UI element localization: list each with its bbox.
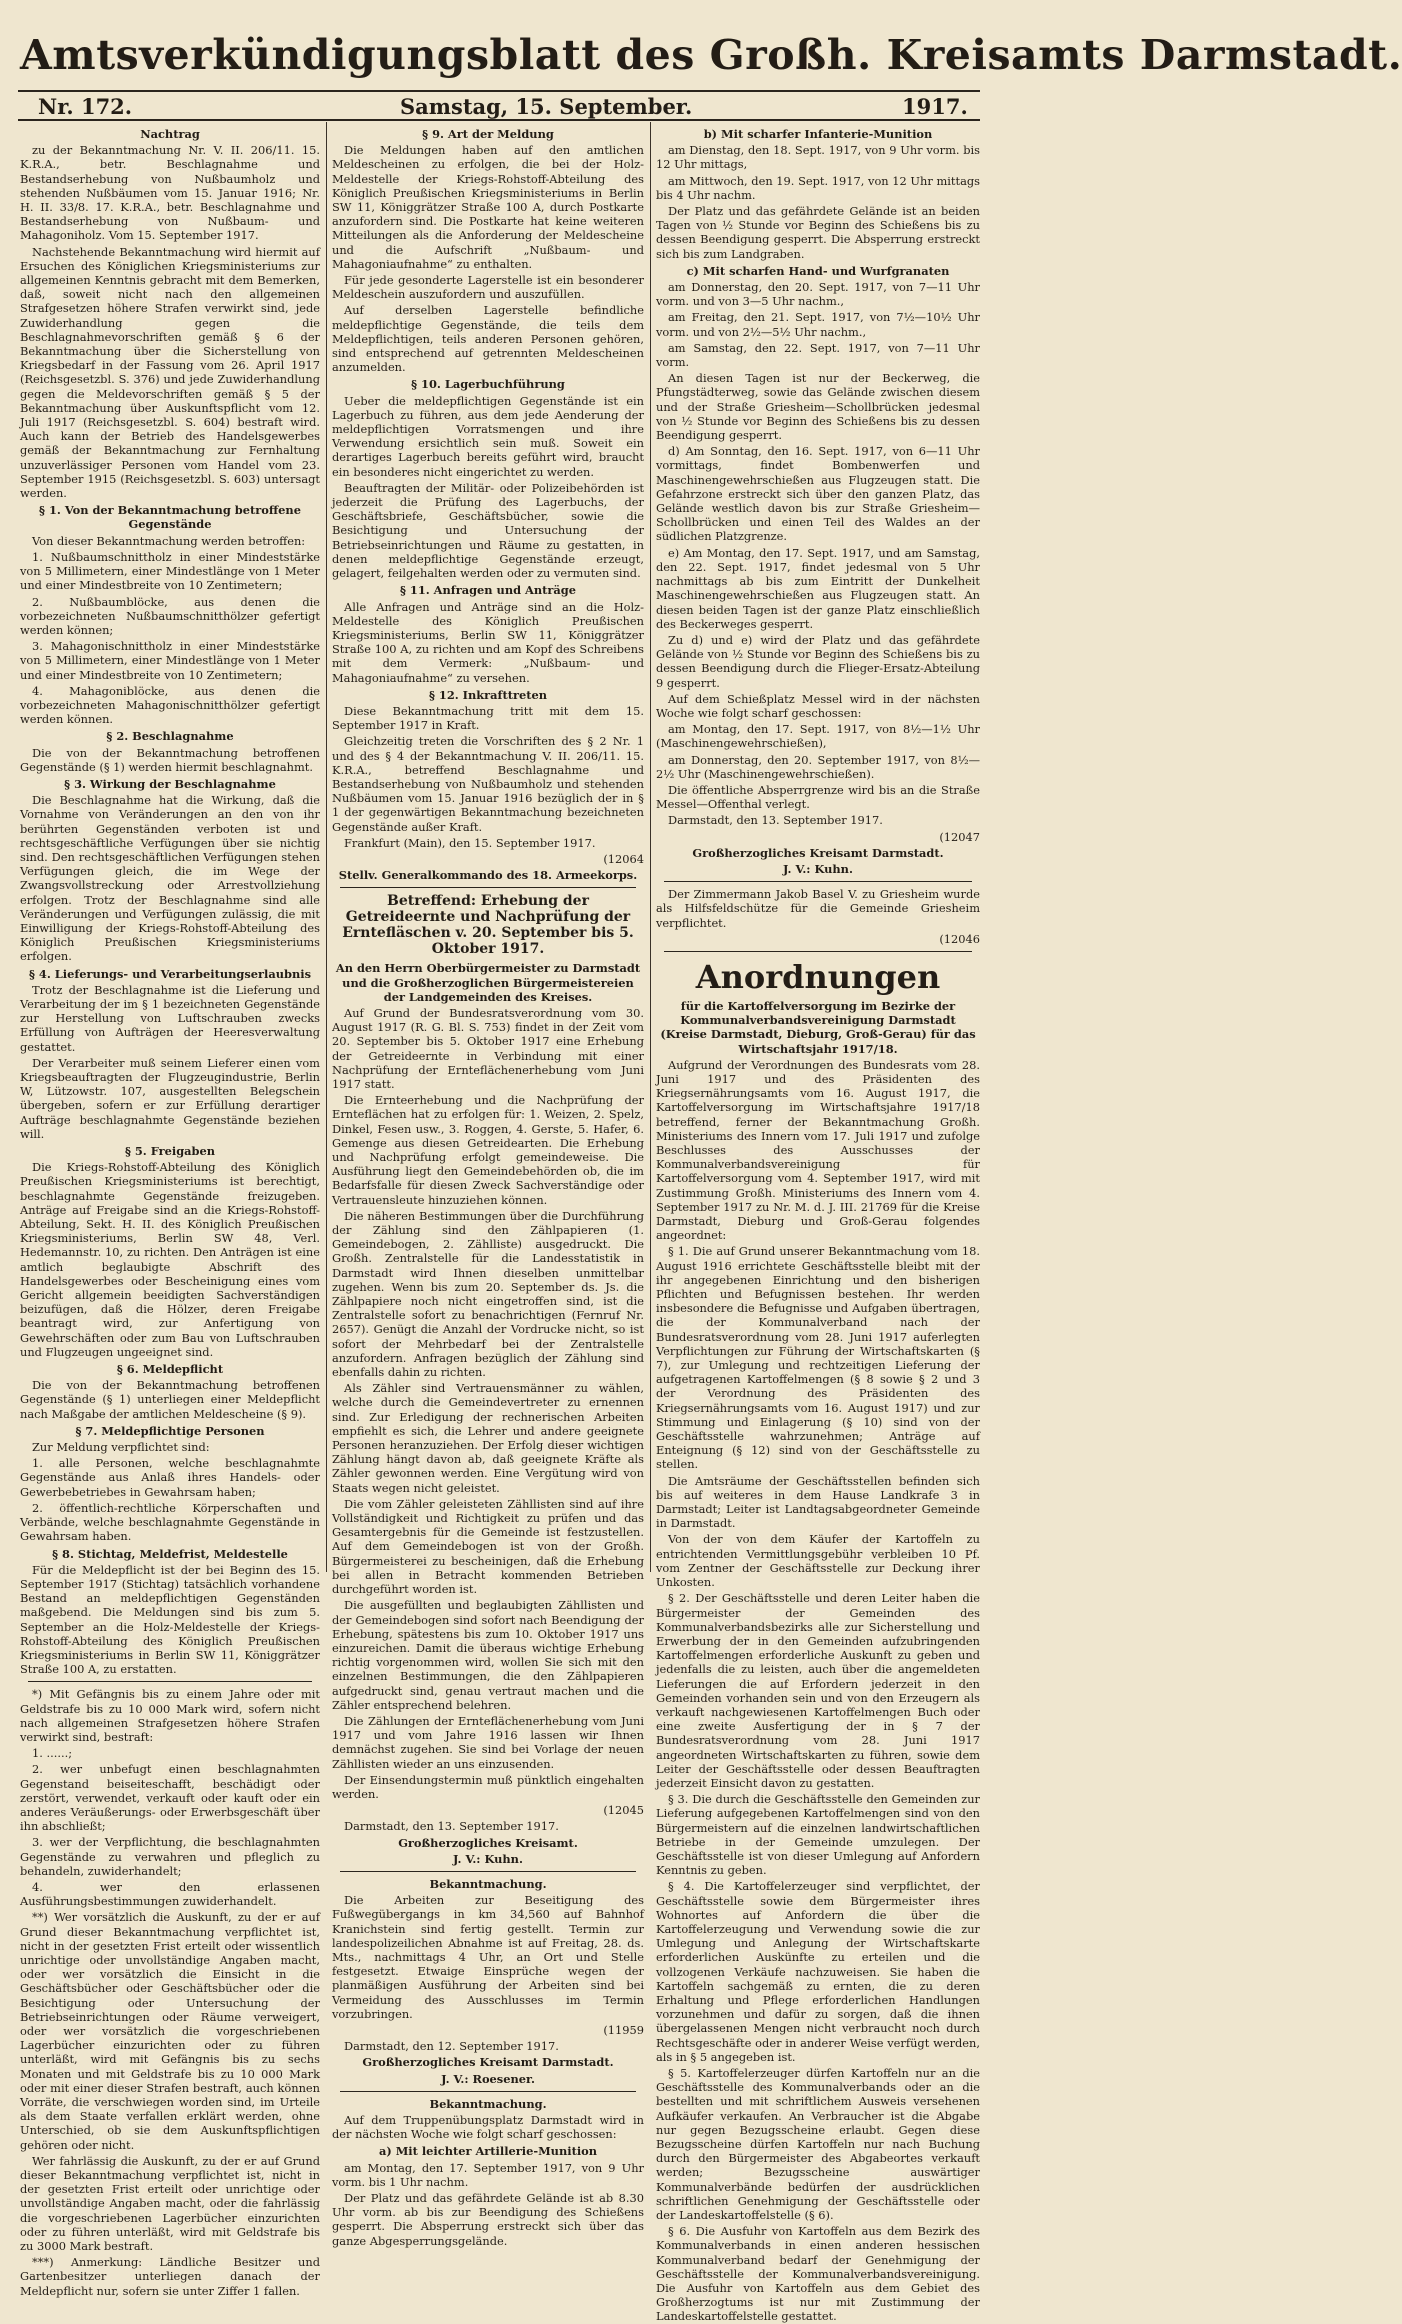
- list-item: 2. öffentlich-rechtliche Körperschaften und Verbände, welche beschlagnahmte Gegenstände in Gewahrsam haben.: [20, 1500, 320, 1544]
- paragraph: § 2. Der Geschäftsstelle und deren Leiter haben die Bürgermeister der Gemeinden des Kommunalverbandsbezirks alle zur Sicherstellung und Erwerbung der in den Gemeinden aufzubringenden Kartoffelmengen erforderliche Auskunft zu geben und jedenfalls die zu leisten, auch über die angemeldeten Lieferungen die auf Erfordern jederzeit in den Gemeinden vorhanden sein und von den Erzeugern als verkauft nachgewiesenen Kartoffelmengen Buch oder eine zweite Ausfertigung der in § 7 der Bundesratsverordnung vom 28. Juni 1917 angeordneten Wirtschaftskarten zu führen, sowie dem Leiter der Geschäftsstelle oder dessen Beauftragten jederzeit Einsicht davon zu gestatten.: [656, 1591, 980, 1790]
- section-title: § 4. Lieferungs- und Verarbeitungserlaubnis: [28, 966, 312, 981]
- section-title: § 6. Meldepflicht: [116, 1362, 224, 1377]
- paragraph: § 1. Die auf Grund unserer Bekanntmachung vom 18. August 1916 errichtete Geschäftsstelle bleibt mit der ihr angegebenen Einrichtung und den bisherigen Pflichten und Befugnissen bestehen. Ihr werden insbesondere die Befugnisse und Aufgaben übertragen, die der Kommunalverband nach der Bundesratsverordnung vom 28. Juni 1917 auferlegten Verpflichtungen zur Führung der Wirtschaftskarten (§ 7), zur Umlegung und rechtzeitigen Lieferung der aufgetragenen Kartoffelmengen (§ 8 sowie § 2 und 3 der Verordnung des Präsidenten des Kriegsernährungsamts vom 16. August 1917) und zur Stimmung und Einlagerung (§ 10) sind von der Geschäftsstelle wahrzunehmen; Anträge auf Enteignung (§ 12) sind von der Geschäftsstelle zu stellen.: [656, 1244, 980, 1472]
- paragraph: Die Meldungen haben auf den amtlichen Meldescheinen zu erfolgen, die bei der Holz-Meldestelle der Kriegs-Rohstoff-Abteilung des Königlich Preußischen Kriegsministeriums in Berlin SW 11, Königgrätzer Straße 100 A, durch Postkarte anzufordern sind. Die Postkarte hat keine weiteren Mitteilungen als die Anforderung der Meldescheine und die Aufschrift „Nußbaum- und Mahagoniaufnahme“ zu enthalten.: [332, 143, 644, 271]
- paragraph: Die Amtsräume der Geschäftsstellen befinden sich bis auf weiteres in dem Hause Landkrafe 3 in Darmstadt; Leiter ist Landtagsabgeordneter Gemeinde in Darmstadt.: [656, 1473, 980, 1531]
- footnote: **) Wer vorsätzlich die Auskunft, zu der er auf Grund dieser Bekanntmachung verpflichtet ist, nicht in der gesetzten Frist erteilt oder wissentlich unrichtige oder unvollständige Angaben macht, oder wer vorsätzlich die Einsicht in die Geschäftsbücher oder Geschäftsbücher oder die Besichtigung oder Untersuchung der Betriebseinrichtungen oder Räume verweigert, oder wer vorsätzlich die vorgeschriebenen Lagerbücher einzurichten oder zu führen unterläßt, wird mit Gefängnis bis zu sechs Monaten und mit Geldstrafe bis zu 10 000 Mark oder mit einer dieser Strafen bestraft, auch können Vorräte, die verschwiegen worden sind, im Urteile als dem Staate verfallen erklärt werden, ohne Unterschied, ob sie dem Auskunftspflichtigen gehören oder nicht.: [20, 1910, 320, 2152]
- middle-column: [332, 124, 644, 2248]
- place-date: Darmstadt, den 12. September 1917.: [344, 2039, 559, 2054]
- paragraph: Für die Meldepflicht ist der bei Beginn des 15. September 1917 (Stichtag) tatsächlich vorhandene Bestand an meldepflichtigen Gegenständen maßgebend. Die Meldungen sind bis zum 5. September an die Holz-Meldestelle der Kriegs-Rohstoff-Abteilung des Königlich Preußischen Kriegsministeriums in Berlin SW 11, Königgrätzer Straße 100 A, zu erstatten.: [20, 1562, 320, 1677]
- paragraph: zu der Bekanntmachung Nr. V. II. 206/11. 15. K.R.A., betr. Beschlagnahme und Bestandserhebung von Nußbaumholz und stehenden Nußbäumen vom 15. Januar 1916; Nr. H. II. 33/8. 17. K.R.A., betr. Beschlagnahme und Bestandserhebung von Nußbaum- und Mahagoniholz. Vom 15. September 1917.: [20, 143, 320, 243]
- signature: Großherzogliches Kreisamt Darmstadt.: [692, 845, 944, 860]
- place-date: Frankfurt (Main), den 15. September 1917.: [344, 835, 596, 850]
- footnote: Wer fahrlässig die Auskunft, zu der er auf Grund dieser Bekanntmachung verpflichtet ist, nicht in der gesetzten Frist erteilt oder unrichtige oder unvollständige Angaben macht, oder die fahrlässig die vorgeschriebenen Lagerbücher einzurichten oder zu führen unterläßt, wird mit Geldstrafe bis zu 3000 Mark bestraft.: [20, 2153, 320, 2254]
- paragraph: am Donnerstag, den 20. September 1917, von 8½—2½ Uhr (Maschinengewehrschießen).: [656, 752, 980, 781]
- paragraph: e) Am Montag, den 17. Sept. 1917, und am Samstag, den 22. Sept. 1917, findet jedesmal von 5 Uhr nachmittags ab bis zum Eintritt der Dunkelheit Maschinengewehrschießen aus Flugzeugen statt. An diesen beiden Tagen ist der ganze Platz einschließlich des Beckerweges gesperrt.: [656, 545, 980, 631]
- paragraph: Beauftragten der Militär- oder Polizeibehörden ist jederzeit die Prüfung des Lagerbuchs, der Geschäftsbriefe, Geschäftsbücher, sowie die Besichtigung und Untersuchung der Betriebseinrichtungen und Räume zu gestatten, in denen meldepflichtige Gegenstände erzeugt, gelagert, feilgehalten werden oder zu vermuten sind.: [332, 480, 644, 581]
- reference-number: (12047: [939, 829, 980, 844]
- paragraph: d) Am Sonntag, den 16. Sept. 1917, von 6—11 Uhr vormittags, findet Bombenwerfen und Maschinengewehrschießen aus Flugzeugen statt. Die Gefahrzone erstreckt sich über den ganzen Platz, das Gelände westlich davon bis zur Straße Griesheim—Schollbrücken und einen Teil des Waldes an der südlichen Platzgrenze.: [656, 444, 980, 544]
- paragraph: Diese Bekanntmachung tritt mit dem 15. September 1917 in Kraft.: [332, 703, 644, 733]
- signature: J. V.: Kuhn.: [453, 1851, 523, 1866]
- paragraph: am Mittwoch, den 19. Sept. 1917, von 12 Uhr mittags bis 4 Uhr nachm.: [656, 173, 980, 202]
- paragraph: Von der von dem Käufer der Kartoffeln zu entrichtenden Vermittlungsgebühr verbleiben 10 Pf. vom Zentner der Geschäftsstelle zur Deckung ihrer Unkosten.: [656, 1532, 980, 1590]
- paragraph: § 5. Kartoffelerzeuger dürfen Kartoffeln nur an die Geschäftsstelle des Kommunalverbands oder an die bestellten und mit schriftlichem Ausweis versehenen Aufkäufer verkaufen. An Verbraucher ist die Abgabe nur gegen Bezugsscheine erlaubt. Gegen diese Bezugsscheine dürfen Kartoffeln nur nach Buchung durch den Bürgermeister des Abgabeortes verkauft werden; Bezugsscheine auswärtiger Kommunalverbände bedürfen der ausdrücklichen schriftlichen Genehmigung der Geschäftsstelle oder der Landeskartoffelstelle (§ 6).: [656, 2066, 980, 2223]
- list-item: 1. ......;: [32, 1746, 73, 1761]
- footnote: *) Mit Gefängnis bis zu einem Jahre oder mit Geldstrafe bis zu 10 000 Mark wird, sofern nicht nach allgemeinen Strafgesetzen höhere Strafen verwirkt sind, bestraft:: [20, 1687, 320, 1744]
- paragraph: Trotz der Beschlagnahme ist die Lieferung und Verarbeitung der im § 1 bezeichneten Gegenstände zur Herstellung von Luftschrauben zwecks Erfüllung von Aufträgen der Heeresverwaltung gestattet.: [20, 982, 320, 1054]
- reference-number: (11959: [603, 2022, 644, 2037]
- divider: [664, 881, 972, 882]
- paragraph: am Samstag, den 22. Sept. 1917, von 7—11 Uhr vorm.: [656, 340, 980, 370]
- footnote: ***) Anmerkung: Ländliche Besitzer und Gartenbesitzer unterliegen danach der Meldepflicht nur, sofern sie unter Ziffer 1 fallen.: [20, 2255, 320, 2298]
- reference-number: (12064: [603, 851, 644, 866]
- list-item: 1. alle Personen, welche beschlagnahmte Gegenstände aus Anlaß ihres Handels- oder Gewerbebetriebes in Gewahrsam haben;: [20, 1456, 320, 1499]
- paragraph: Der Platz und das gefährdete Gelände ist ab 8.30 Uhr vorm. ab bis zur Beendigung des Schießens gesperrt. Die Absperrung erstreckt sich über das ganze Abgesperrungsgelände.: [332, 2191, 644, 2248]
- paragraph: Die vom Zähler geleisteten Zähllisten sind auf ihre Vollständigkeit und Richtigkeit zu prüfen und das Gesamtergebnis für die Gemeinde ist festzustellen. Auf dem Gemeindebogen ist von der Großh. Bürgermeisterei zu bescheinigen, daß die Erhebung bei allen in Betracht kommenden Betrieben durchgeführt worden ist.: [332, 1496, 644, 1597]
- section-title: § 1. Von der Bekanntmachung betroffene Gegenstände: [39, 503, 301, 532]
- divider: [340, 887, 636, 888]
- masthead-title: Amtsverkündigungsblatt des Großh. Kreisamts Darmstadt.: [20, 31, 1402, 79]
- signature: J. V.: Roesener.: [441, 2071, 535, 2086]
- paragraph: Nachstehende Bekanntmachung wird hiermit auf Ersuchen des Königlichen Kriegsministeriums zur allgemeinen Kenntnis gebracht mit dem Bemerken, daß, soweit nicht nach den allgemeinen Strafgesetzen höhere Strafen verwirkt sind, jede Zuwiderhandlung gegen die Beschlagnahmevorschriften gemäß § 6 der Bekanntmachung über die Sicherstellung von Kriegsbedarf in der Fassung vom 26. April 1917 (Reichsgesetzbl. S. 376) und jede Zuwiderhandlung gegen die Meldevorschriften gemäß § 5 der Bekanntmachung über Auskunftspflicht vom 12. Juli 1917 (Reichsgesetzbl. S. 604) bestraft wird. Auch kann der Betrieb des Handelsgewerbes gemäß der Bekanntmachung zur Fernhaltung unzuverlässiger Personen vom Handel vom 23. September 1915 (Reichsgesetzbl. S. 603) untersagt werden.: [20, 244, 320, 501]
- addressee: An den Herrn Oberbürgermeister zu Darmstadt und die Großherzoglichen Bürgermeistereien der Landgemeinden des Kreises.: [335, 961, 641, 1004]
- section-title: § 11. Anfragen und Anträge: [399, 583, 577, 598]
- list-item: 4. Mahagoniblöcke, aus denen die vorbezeichneten Mahagonischnitthölzer gefertigt werden können.: [20, 683, 320, 727]
- signature: Großherzogliches Kreisamt Darmstadt.: [362, 2055, 614, 2070]
- right-column: [656, 124, 980, 2324]
- section-title: § 12. Inkrafttreten: [428, 687, 548, 702]
- list-item: 2. Nußbaumblöcke, aus denen die vorbezeichneten Nußbaumschnitthölzer gefertigt werden können;: [20, 594, 320, 637]
- paragraph: Ueber die meldepflichtigen Gegenstände ist ein Lagerbuch zu führen, aus dem jede Aenderung der meldepflichtigen Vorratsmengen und ihre Verwendung ersichtlich sein muß. Soweit ein derartiges Lagerbuch bereits geführt wird, braucht ein besonderes nicht eingerichtet zu werden.: [332, 393, 644, 479]
- paragraph: Der Zimmermann Jakob Basel V. zu Griesheim wurde als Hilfsfeldschütze für die Gemeinde Griesheim verpflichtet.: [656, 887, 980, 930]
- section-title: § 8. Stichtag, Meldefrist, Meldestelle: [52, 1546, 288, 1561]
- paragraph: Von dieser Bekanntmachung werden betroffen:: [32, 533, 306, 548]
- paragraph: Aufgrund der Verordnungen des Bundesrats vom 28. Juni 1917 und des Präsidenten des Kriegsernährungsamts vom 16. August 1917, die Kartoffelversorgung im Wirtschaftsjahre 1917/18 betreffend, ferner der Bekanntmachung Großh. Ministeriums des Innern vom 17. Juli 1917 und zufolge Beschlusses des Ausschusses der Kommunalverbandsvereinigung für Kartoffelversorgung vom 4. September 1917, wird mit Zustimmung Großh. Ministeriums des Innern vom 4. September 1917 zu Nr. M. d. J. III. 21769 für die Kreise Darmstadt, Dieburg und Groß-Gerau folgendes angeordnet:: [656, 1057, 980, 1243]
- paragraph: Die von der Bekanntmachung betroffenen Gegenstände (§ 1) unterliegen einer Meldepflicht nach Maßgabe der amtlichen Meldescheine (§ 9).: [20, 1378, 320, 1421]
- paragraph: am Montag, den 17. Sept. 1917, von 8½—1½ Uhr (Maschinengewehrschießen),: [656, 722, 980, 751]
- list-item: 4. wer den erlassenen Ausführungsbestimmungen zuwiderhandelt.: [20, 1879, 320, 1909]
- issue-date: Samstag, 15. September.: [400, 94, 693, 119]
- section-title: § 7. Meldepflichtige Personen: [75, 1423, 265, 1438]
- paragraph: Die ausgefüllten und beglaubigten Zähllisten und der Gemeindebogen sind sofort nach Beendigung der Erhebung, spätestens bis zum 10. Oktober 1917 uns einzureichen. Damit die überaus wichtige Erhebung richtig vorgenommen wird, wollen Sie sich mit den einzelnen Bestimmungen, die den Zählpapieren aufgedruckt sind, genau vertraut machen und die Zähler entsprechend belehren.: [332, 1598, 644, 1712]
- paragraph: am Donnerstag, den 20. Sept. 1917, von 7—11 Uhr vorm. und von 3—5 Uhr nachm.,: [656, 280, 980, 309]
- section-title: § 10. Lagerbuchführung: [411, 377, 565, 392]
- reference-number: (12045: [603, 1803, 644, 1818]
- header-rule-top: [18, 90, 980, 92]
- list-item: 2. wer unbefugt einen beschlagnahmten Gegenstand beiseiteschafft, beschädigt oder zerstört, verwendet, verkauft oder kauft oder ein anderes Veräußerungs- oder Erwerbsgeschäft über ihn abschließt;: [20, 1762, 320, 1834]
- paragraph: Die Ernteerhebung und die Nachprüfung der Ernteflächen hat zu erfolgen für: 1. Weizen, 2. Spelz, Dinkel, Fesen usw., 3. Roggen, 4. Gerste, 5. Hafer, 6. Gemenge aus diesen Getreidearten. Die Erhebung und Nachprüfung erfolgt gemeindeweise. Die Ausführung liegt den Gemeindebehörden ob, die im Bedarfsfalle für diesen Zweck Sachverständige oder Vertrauensleute hinzuziehen können.: [332, 1093, 644, 1207]
- divider: [340, 1871, 636, 1872]
- issue-number: Nr. 172.: [38, 94, 133, 119]
- paragraph: Die Arbeiten zur Beseitigung des Fußwegübergangs in km 34,560 auf Bahnhof Kranichstein sind fertig gestellt. Termin zur landespolizeilichen Abnahme ist auf Freitag, 28. ds. Mts., nachmittags 4 Uhr, an Ort und Stelle festgesetzt. Etwaige Einsprüche wegen der planmäßigen Ausführung der Arbeiten sind bei Vermeidung des Ausschlusses im Termin vorzubringen.: [332, 1893, 644, 2021]
- footnote-divider: [28, 1681, 312, 1682]
- paragraph: An diesen Tagen ist nur der Beckerweg, die Pfungstädterweg, sowie das Gelände zwischen diesem und der Straße Griesheim—Schollbrücken jedesmal von ½ Stunde vor Beginn des Schießens bis zu dessen Beendigung gesperrt.: [656, 371, 980, 443]
- section-title: § 2. Beschlagnahme: [106, 729, 234, 744]
- section-title: Nachtrag: [140, 127, 200, 141]
- paragraph: Die von der Bekanntmachung betroffenen Gegenstände (§ 1) werden hiermit beschlagnahmt.: [20, 745, 320, 774]
- issue-year: 1917.: [902, 94, 968, 119]
- divider: [664, 951, 972, 952]
- subsection-title: c) Mit scharfen Hand- und Wurfgranaten: [686, 263, 950, 278]
- paragraph: am Montag, den 17. September 1917, von 9 Uhr vorm. bis 1 Uhr nachm.: [332, 2160, 644, 2189]
- paragraph: § 3. Die durch die Geschäftsstelle den Gemeinden zur Lieferung aufgegebenen Kartoffelmengen sind von den Bürgermeistern auf die einzelnen landwirtschaftlichen Betriebe in der Gemeinde umzulegen. Der Geschäftsstelle ist von dieser Umlegung auf Anfordern Kenntnis zu geben.: [656, 1792, 980, 1878]
- list-item: 3. wer der Verpflichtung, die beschlagnahmten Gegenstände zu verwahren und pfleglich zu behandeln, zuwiderhandelt;: [20, 1835, 320, 1878]
- paragraph: am Dienstag, den 18. Sept. 1917, von 9 Uhr vorm. bis 12 Uhr mittags,: [656, 143, 980, 172]
- notice-title: Bekanntmachung.: [429, 1876, 547, 1891]
- paragraph: Die öffentliche Absperrgrenze wird bis an die Straße Messel—Offenthal verlegt.: [656, 782, 980, 812]
- signature: Großherzogliches Kreisamt.: [398, 1835, 578, 1850]
- reference-number: (12046: [939, 931, 980, 946]
- paragraph: Auf Grund der Bundesratsverordnung vom 30. August 1917 (R. G. Bl. S. 753) findet in der Zeit vom 20. September bis 5. Oktober 1917 eine Erhebung der Getreideernte in Verbindung mit einer Nachprüfung der Ernteflächenerhebung vom Juni 1917 statt.: [332, 1005, 644, 1091]
- notice-title: Bekanntmachung.: [429, 2096, 547, 2111]
- anordnungen-title: Anordnungen: [695, 957, 941, 996]
- signature: J. V.: Kuhn.: [783, 861, 853, 876]
- paragraph: Als Zähler sind Vertrauensmänner zu wählen, welche durch die Gemeindevertreter zu ernennen sind. Zur Erledigung der rechnerischen Arbeiten empfiehlt es sich, die Lehrer und andere geeignete Personen heranzuziehen. Der Erfolg dieser wichtigen Zählung hängt davon ab, daß geeignete Kräfte als Zähler gewonnen werden. Eine Vergütung wird von Staats wegen nicht geleistet.: [332, 1381, 644, 1495]
- header-rule-bottom: [18, 119, 980, 121]
- section-title: § 5. Freigaben: [124, 1144, 216, 1159]
- paragraph: § 6. Die Ausfuhr von Kartoffeln aus dem Bezirk des Kommunalverbands in einen anderen hessischen Kommunalverband bedarf der Genehmigung der Geschäftsstelle der Kommunalverbandsvereinigung. Die Ausfuhr von Kartoffeln aus dem Gebiet des Großherzogtums ist nur mit Zustimmung der Landeskartoffelstelle gestattet.: [656, 2224, 980, 2324]
- subsection-title: a) Mit leichter Artillerie-Munition: [378, 2144, 598, 2159]
- paragraph: Für jede gesonderte Lagerstelle ist ein besonderer Meldeschein auszufordern und auszufüllen.: [332, 273, 644, 302]
- column-divider: [326, 122, 327, 1572]
- paragraph: Der Einsendungstermin muß pünktlich eingehalten werden.: [332, 1772, 644, 1801]
- paragraph: Auf dem Schießplatz Messel wird in der nächsten Woche wie folgt scharf geschossen:: [656, 691, 980, 720]
- list-item: 1. Nußbaumschnittholz in einer Mindeststärke von 5 Millimetern, einer Mindestlänge von 1 Meter und einer Mindestbreite von 10 Zentimetern;: [20, 549, 320, 593]
- paragraph: Zur Meldung verpflichtet sind:: [32, 1440, 210, 1455]
- notice-title: Betreffend: Erhebung der Getreideernte und Nachprüfung der Erntefläschen v. 20. September bis 5. Oktober 1917.: [342, 893, 634, 958]
- paragraph: Zu d) und e) wird der Platz und das gefährdete Gelände von ½ Stunde vor Beginn des Schießens bis zu dessen Beendigung durch die Flieger-Ersatz-Abteilung 9 gesperrt.: [656, 632, 980, 690]
- paragraph: Die Zählungen der Ernteflächenerhebung vom Juni 1917 und vom Jahre 1916 lassen wir Ihnen demnächst zugehen. Sie sind bei Vorlage der neuen Zähllisten wieder an uns einzusenden.: [332, 1713, 644, 1771]
- place-date: Darmstadt, den 13. September 1917.: [344, 1819, 559, 1834]
- paragraph: Die näheren Bestimmungen über die Durchführung der Zählung sind den Zählpapieren (1. Gemeindebogen, 2. Zählliste) ausgedruckt. Die Großh. Zentralstelle für die Landesstatistik in Darmstadt wird Ihnen dieselben unmittelbar zugehen. Wenn bis zum 20. September ds. Js. die Zählpapiere noch nicht eingetroffen sind, ist die Zentralstelle sofort zu benachrichtigen (Fernruf Nr. 2657). Genügt die Anzahl der Vordrucke nicht, so ist sofort der Mehrbedarf bei der Zentralstelle anzufordern. Anfragen bezüglich der Zählung sind ebenfalls dahin zu richten.: [332, 1208, 644, 1380]
- paragraph: Auf dem Truppenübungsplatz Darmstadt wird in der nächsten Woche wie folgt scharf geschossen:: [332, 2113, 644, 2142]
- place-date: Darmstadt, den 13. September 1917.: [668, 813, 883, 828]
- list-item: 3. Mahagonischnittholz in einer Mindeststärke von 5 Millimetern, einer Mindestlänge von 1 Meter und einer Mindestbreite von 10 Zentimetern;: [20, 639, 320, 682]
- paragraph: Der Platz und das gefährdete Gelände ist an beiden Tagen von ½ Stunde vor Beginn des Schießens bis zu dessen Beendigung gesperrt. Die Absperrung erstreckt sich bis zum Landgraben.: [656, 204, 980, 261]
- section-title: § 9. Art der Meldung: [422, 127, 554, 141]
- signature: Stellv. Generalkommando des 18. Armeekorps.: [338, 868, 638, 883]
- column-divider: [650, 122, 651, 1572]
- paragraph: am Freitag, den 21. Sept. 1917, von 7½—10½ Uhr vorm. und von 2½—5½ Uhr nachm.,: [656, 310, 980, 339]
- paragraph: Auf derselben Lagerstelle befindliche meldepflichtige Gegenstände, die teils dem Meldepflichtigen, teils anderen Personen gehören, sind entsprechend auf getrennten Meldescheinen anzumelden.: [332, 303, 644, 375]
- paragraph: Der Verarbeiter muß seinem Lieferer einen vom Kriegsbeauftragten der Flugzeugindustrie, Berlin W, Lützowstr. 107, ausgestellten Belegschein übergeben, sofern er zur Erfüllung derartiger Aufträge beschlagnahmte Gegenstände beziehen will.: [20, 1055, 320, 1141]
- subsection-title: b) Mit scharfer Infanterie-Munition: [703, 127, 933, 141]
- left-column: [20, 124, 320, 2298]
- divider: [340, 2091, 636, 2092]
- paragraph: Die Kriegs-Rohstoff-Abteilung des Königlich Preußischen Kriegsministeriums ist berechtigt, beschlagnahmte Gegenstände freizugeben. Anträge auf Freigabe sind an die Kriegs-Rohstoff-Abteilung, Sekt. H. II. des Königlich Preußischen Kriegsministeriums, Berlin SW 48, Verl. Hedemannstr. 10, zu richten. Den Anträgen ist eine amtlich beglaubigte Abschrift des Handelsgewerbes oder Bescheinigung eines vom Gericht allgemein beeidigten Sachverständigen beizufügen, daß die Hölzer, deren Freigabe beantragt wird, zur Anfertigung von Gewehrschäften oder zum Bau von Luftschrauben und Flugzeugen ungeeignet sind.: [20, 1160, 320, 1359]
- paragraph: Die Beschlagnahme hat die Wirkung, daß die Vornahme von Veränderungen an den von ihr berührten Gegenständen verboten ist und rechtsgeschäftliche Verfügungen über sie nichtig sind. Den rechtsgeschäftlichen Verfügungen stehen Verfügungen gleich, die im Wege der Zwangsvollstreckung oder Arrestvollziehung erfolgen. Trotz der Beschlagnahme sind alle Veränderungen und Verfügungen zulässig, die mit Einwilligung der Kriegs-Rohstoff-Abteilung des Königlich Preußischen Kriegsministeriums erfolgen.: [20, 793, 320, 964]
- paragraph: Gleichzeitig treten die Vorschriften des § 2 Nr. 1 und des § 4 der Bekanntmachung V. II. 206/11. 15. K.R.A., betreffend Beschlagnahme und Bestandserhebung von Nußbaumholz und stehenden Nußbäumen vom 15. Januar 1916 bezüglich der in § 1 der gegenwärtigen Bekanntmachung bezeichneten Gegenstände außer Kraft.: [332, 734, 644, 834]
- paragraph: § 4. Die Kartoffelerzeuger sind verpflichtet, der Geschäftsstelle sowie dem Bürgermeister ihres Wohnortes auf Anfordern die über die Kartoffelerzeugung und Verwendung sowie die zur Umlegung und Anlegung der Wirtschaftskarte erforderlichen Auskünfte zu erteilen und die vollzogenen Verkäufe nachzuweisen. Sie haben die Kartoffeln sachgemäß zu ernten, die zu deren Erhaltung und Pflege erforderlichen Handlungen vorzunehmen und dafür zu sorgen, daß die ihnen übergelassenen Mengen nicht verbraucht noch durch Rechtsgeschäfte oder in anderer Weise verfügt werden, als in § 5 angegeben ist.: [656, 1879, 980, 2064]
- anordnungen-subtitle: für die Kartoffelversorgung im Bezirke der Kommunalverbandsvereinigung Darmstadt (Kreise Darmstadt, Dieburg, Groß-Gerau) für das Wirtschaftsjahr 1917/18.: [660, 998, 976, 1056]
- paragraph: Alle Anfragen und Anträge sind an die Holz-Meldestelle des Königlich Preußischen Kriegsministeriums, Berlin SW 11, Königgrätzer Straße 100 A, zu richten und am Kopf des Schreibens mit dem Vermerk: „Nußbaum- und Mahagoniaufnahme“ zu versehen.: [332, 599, 644, 685]
- section-title: § 3. Wirkung der Beschlagnahme: [64, 776, 276, 791]
